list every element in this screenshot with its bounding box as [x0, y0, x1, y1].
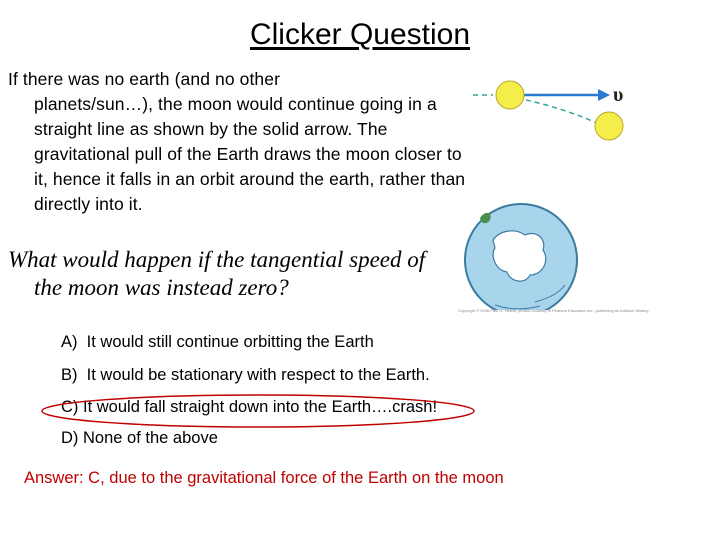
intro-continuation: planets/sun…), the moon would continue going in a straight line as shown by the solid arrow. The gravitational pull of the Earth draws the moon closer to it, hence it falls in an orbit around the earth, rather than directly into it.	[34, 94, 466, 214]
question-line-2: the moon was instead zero?	[34, 275, 289, 300]
option-d-label: D)	[61, 429, 79, 447]
arrowhead-icon	[598, 89, 610, 101]
option-c-text: It would fall straight down into the Earth….crash!	[83, 398, 438, 416]
option-d-text: None of the above	[83, 429, 218, 447]
velocity-label: υ	[613, 84, 624, 106]
question-line-1: What would happen if the tangential speed of	[8, 247, 426, 272]
intro-first-line: If there was no earth (and no other	[8, 69, 280, 89]
intro-paragraph	[8, 67, 468, 217]
moon-orbit-figure	[455, 70, 655, 310]
option-b-label: B)	[61, 366, 78, 384]
slide-title: Clicker Question	[249, 18, 471, 51]
moon-start	[496, 81, 524, 109]
moon-deflected	[595, 112, 623, 140]
option-a[interactable]	[61, 332, 374, 352]
curved-orbit-path	[517, 98, 601, 125]
option-d[interactable]	[61, 428, 218, 448]
figure-copyright: Copyright © 2006 Paul G. Hewitt, printed courtesy of Pearson Education Inc., publishing as Addison Wesley.	[458, 308, 650, 313]
answer-text: Answer: C, due to the gravitational force of the Earth on the moon	[24, 469, 504, 487]
option-a-label: A)	[61, 333, 78, 351]
earth-globe	[465, 204, 577, 310]
question-text	[8, 246, 458, 302]
option-a-text: It would still continue orbitting the Earth	[86, 333, 374, 351]
option-c-label: C)	[61, 398, 79, 416]
option-b[interactable]	[61, 365, 430, 385]
option-b-text: It would be stationary with respect to the Earth.	[86, 366, 430, 384]
correct-answer-highlight-ellipse	[38, 392, 478, 430]
